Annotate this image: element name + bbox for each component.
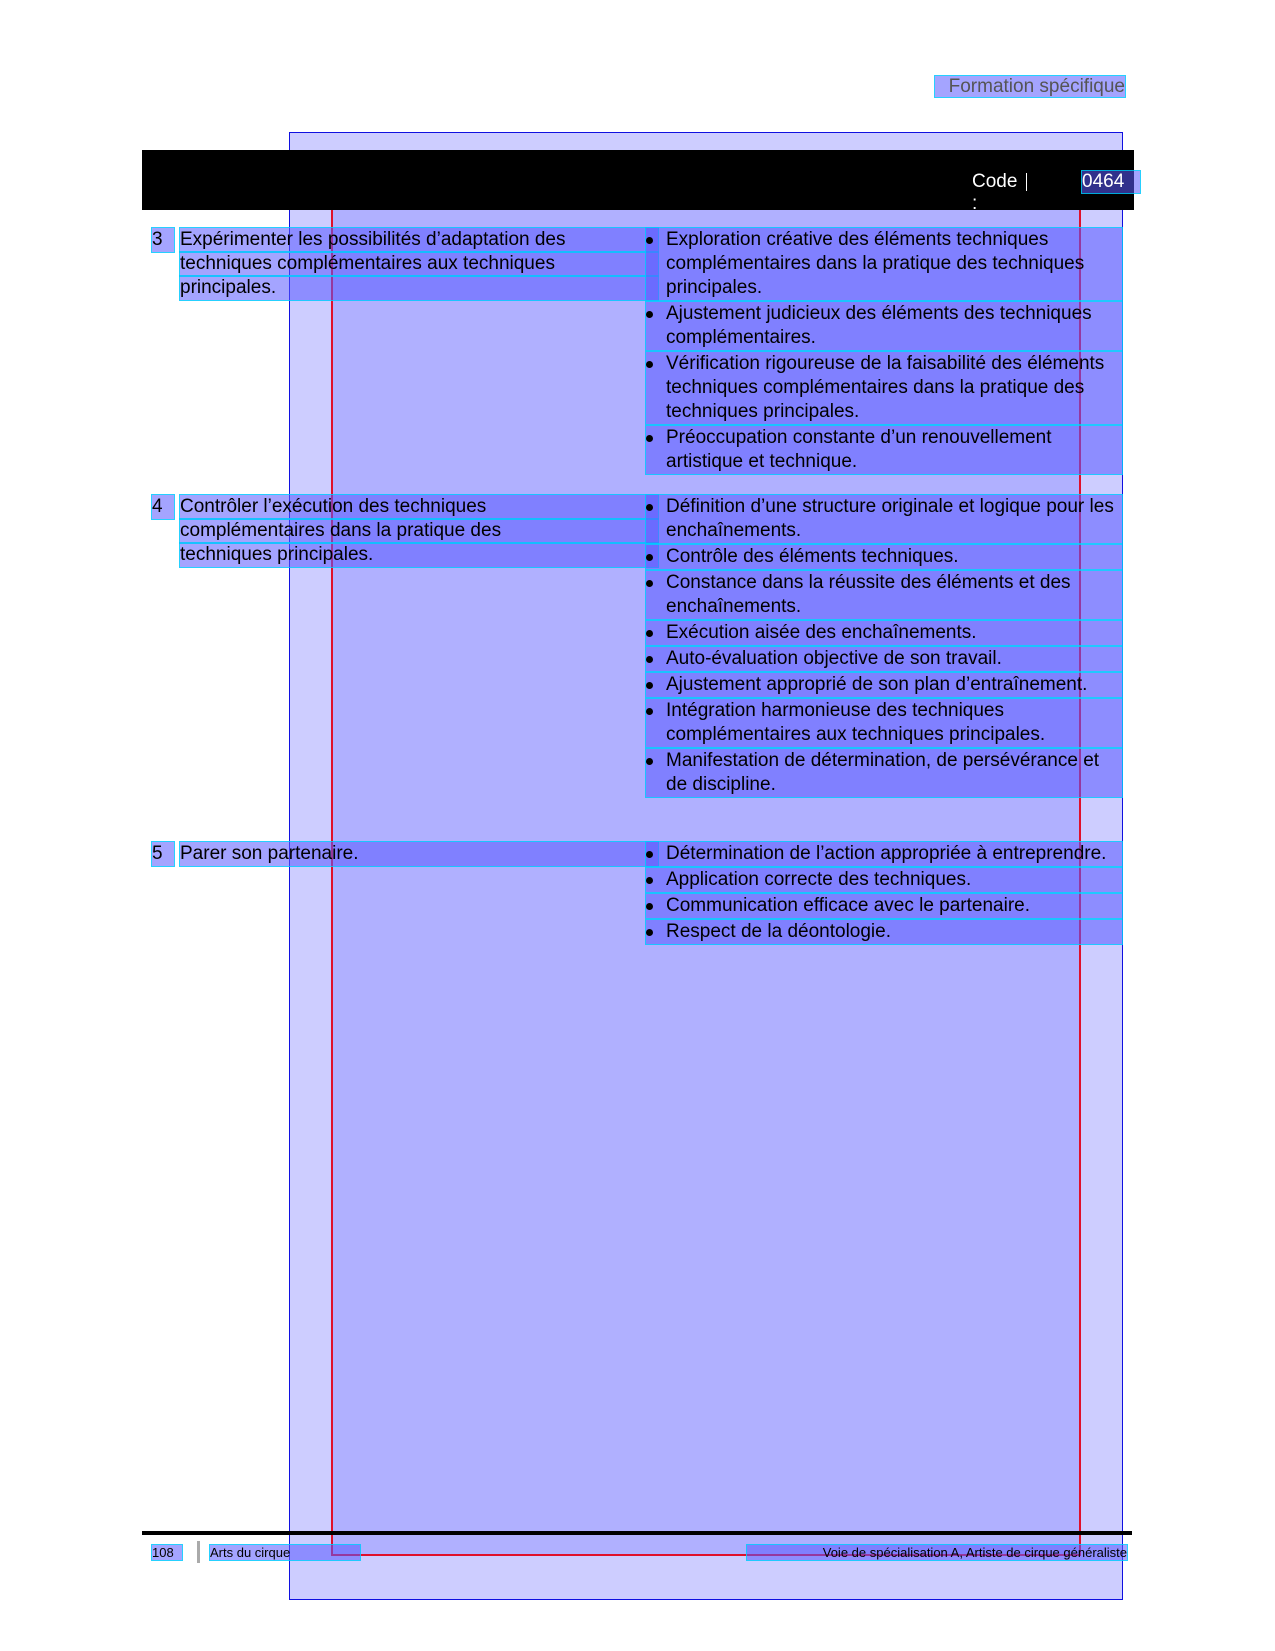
bullet-icon [646,554,653,561]
criterion-item [646,699,1122,747]
bullet-icon [646,682,653,689]
criterion-text: Contrôle des éléments techniques. [666,546,959,567]
program-name: Arts du cirque [210,1545,360,1560]
criterion-item [646,302,1122,350]
bullet-icon [646,758,653,765]
criterion-item [646,842,1122,866]
criterion-text: Application correcte des techniques. [666,869,972,890]
criterion-item [646,894,1122,918]
bullet-icon [646,435,653,442]
bullet-icon [646,237,653,244]
bullet-icon [646,903,653,910]
bullet-icon [646,877,653,884]
element-line: principales. [180,276,658,300]
element-number: 5 [152,842,174,866]
bullet-icon [646,361,653,368]
element-line: techniques principales. [180,543,658,567]
criterion-item [646,673,1122,697]
element-line: Expérimenter les possibilités d’adaptation des [180,228,658,252]
bullet-icon [646,929,653,936]
element-number: 3 [152,228,174,252]
page-number: 108 [152,1545,182,1560]
criteria-list [646,842,1122,946]
criterion-item [646,647,1122,671]
code-label: Code : [972,171,1018,214]
element-line: complémentaires dans la pratique des [180,519,658,543]
criterion-item [646,571,1122,619]
footer-rule [142,1531,1132,1535]
bullet-icon [646,311,653,318]
criterion-item [646,621,1122,645]
element-text [180,495,658,567]
criterion-text: Vérification rigoureuse de la faisabilité des éléments techniques complémentaires dans la pratique des techniques principales. [666,353,1105,422]
bullet-icon [646,708,653,715]
page-footer [152,1545,1127,1561]
code-value: 0464 [1082,171,1140,193]
criteria-list [646,495,1122,799]
section-label: Formation spécifique [935,76,1125,97]
element-text [180,842,658,866]
criterion-text: Préoccupation constante d’un renouvellement artistique et technique. [666,427,1052,472]
criterion-text: Respect de la déontologie. [666,921,891,942]
criterion-text: Exécution aisée des enchaînements. [666,622,977,643]
element-line: techniques complémentaires aux techniques [180,252,658,276]
criterion-text: Communication efficace avec le partenaire. [666,895,1031,916]
bullet-icon [646,851,653,858]
criterion-item [646,749,1122,797]
criterion-text: Auto-évaluation objective de son travail. [666,648,1002,669]
criterion-text: Intégration harmonieuse des techniques complémentaires aux techniques principales. [666,700,1046,745]
specialization-name: Voie de spécialisation A, Artiste de cirque généraliste [747,1545,1127,1560]
element-line: Parer son partenaire. [180,842,658,866]
criterion-text: Exploration créative des éléments techniques complémentaires dans la pratique des techniques principales. [666,229,1085,298]
criterion-item [646,868,1122,892]
criterion-text: Ajustement judicieux des éléments des techniques complémentaires. [666,303,1092,348]
criterion-text: Définition d’une structure originale et logique pour les enchaînements. [666,496,1114,541]
criterion-item [646,352,1122,424]
criterion-text: Manifestation de détermination, de persévérance et de discipline. [666,750,1100,795]
bullet-icon [646,580,653,587]
bullet-icon [646,656,653,663]
criterion-item [646,545,1122,569]
element-number: 4 [152,495,174,519]
criterion-text: Constance dans la réussite des éléments et des enchaînements. [666,572,1071,617]
criterion-text: Détermination de l’action appropriée à entreprendre. [666,843,1107,864]
criterion-item [646,920,1122,944]
bullet-icon [646,504,653,511]
bullet-icon [646,630,653,637]
criterion-item [646,228,1122,300]
criteria-list [646,228,1122,476]
criterion-text: Ajustement approprié de son plan d’entraînement. [666,674,1088,695]
criterion-item [646,426,1122,474]
criterion-item [646,495,1122,543]
element-text [180,228,658,300]
footer-separator [197,1541,200,1563]
element-line: Contrôler l’exécution des techniques [180,495,658,519]
code-separator [1026,173,1027,191]
